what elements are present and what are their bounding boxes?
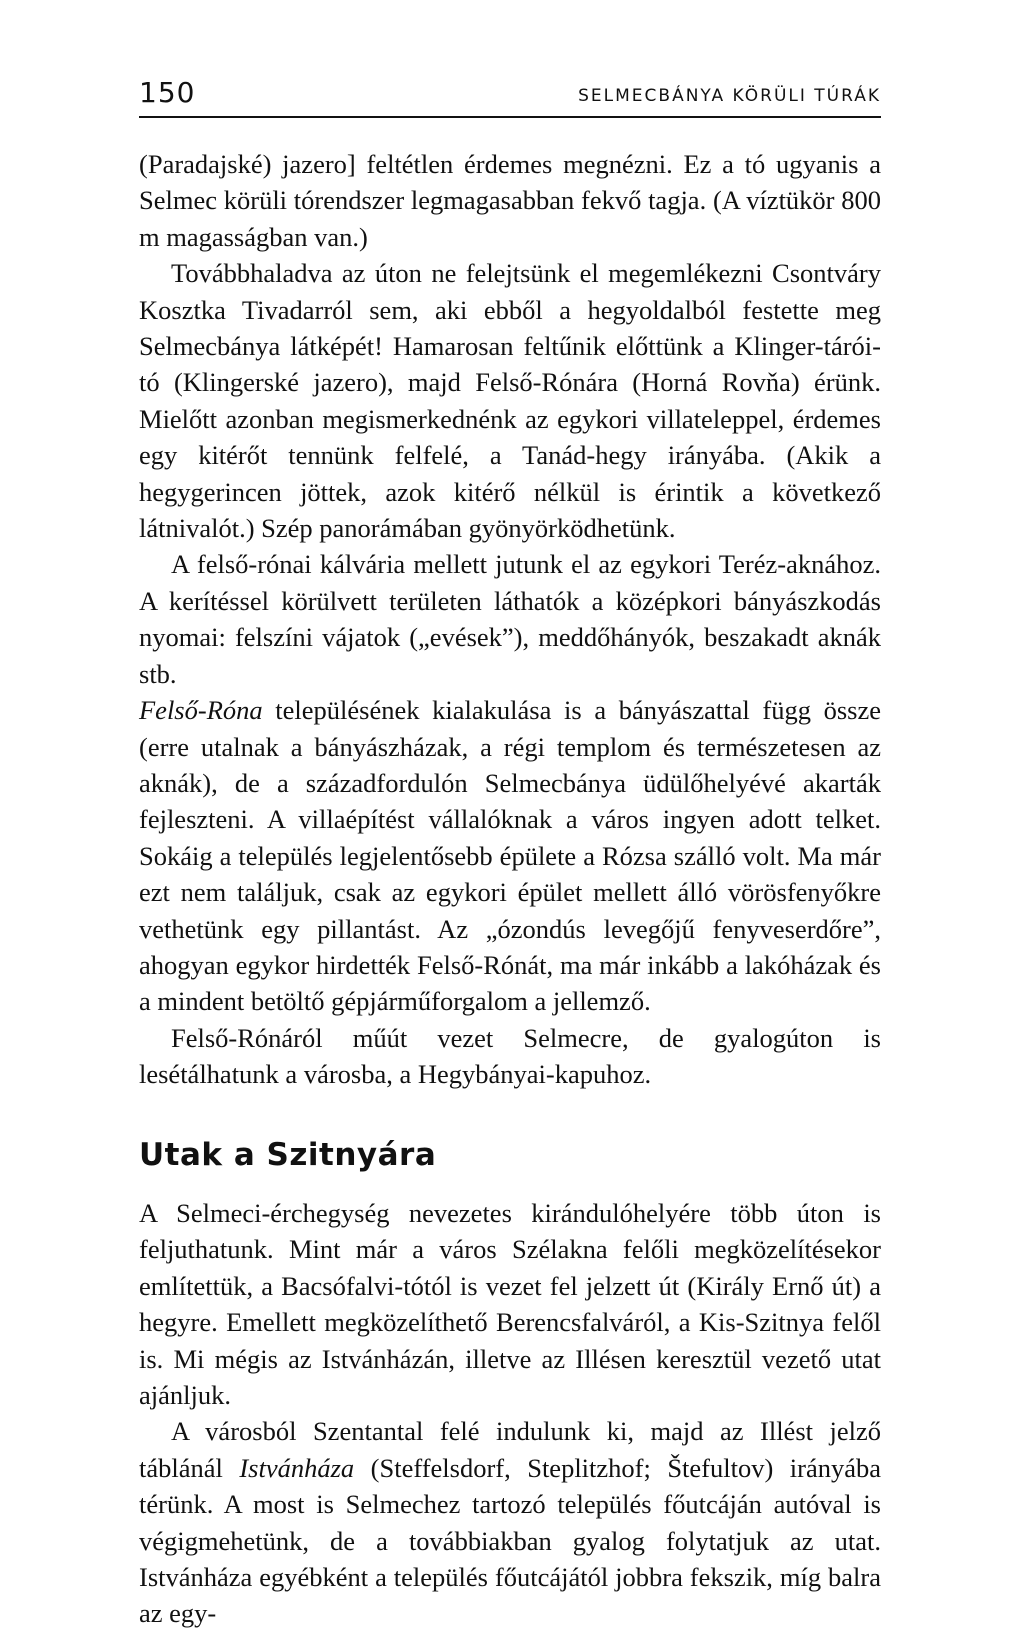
paragraph: Felső-Rónáról műút vezet Selmecre, de gyalogúton is lesétálhatunk a városba, a Hegybányai-kapuhoz. <box>139 1022 881 1090</box>
italic-place-name: Istvánháza <box>239 1452 355 1483</box>
paragraph: A felső-rónai kálvária mellett jutunk el az egykori Teréz-aknához. A kerítéssel körülvett területen láthatók a középkori bányászkodás nyomai: felszíni vájatok („evések”), meddőhányók, beszakadt aknák stb. <box>139 549 881 689</box>
paragraph-text: településének kialakulása is a bányászattal függ össze (erre utalnak a bányászházak, a régi templom és természetesen az aknák), de a századfordulón Selmecbánya üdülőhelyévé akarták fejleszteni. A villaépítést vállalóknak a város ingyen adott telket. Sokáig a település legjelentősebb épülete a Rózsa szálló volt. Ma már ezt nem találjuk, csak az egykori épület mellett álló vörösfenyőkre vethetünk egy pillantást. Az „ózondús levegőjű fenyveserdőre”, ahogyan egykor hirdették Felső-Rónát, ma már inkább a lakóházak és a mindent betöltő gépjárműforgalom a jellemző. <box>139 695 881 1017</box>
paragraph: Továbbhaladva az úton ne felejtsünk el megemlékezni Csontváry Kosztka Tivadarról sem, aki ebből a hegyoldalból festette meg Selmecbánya látképét! Hamarosan feltűnik előttünk a Klinger-tárói-tó (Klingerské jazero), majd Felső-Rónára (Horná Rovňa) érünk. Mielőtt azonban megismerkednénk az egykori villateleppel, érdemes egy kitérőt tennünk felfelé, a Tanád-hegy irányába. (Akik a hegygerincen jöttek, azok kitérő nélkül is érintik a következő látnivalót.) Szép panorámában gyönyörködhetünk. <box>139 258 881 544</box>
paragraph <box>139 1413 881 1631</box>
paragraph <box>139 692 881 1020</box>
running-head <box>139 72 881 118</box>
page-number: 150 <box>139 76 196 109</box>
section-heading: Utak a Szitnyára <box>139 1136 437 1173</box>
paragraph: A Selmeci-érchegység nevezetes kirándulóhelyére több úton is feljuthatunk. Mint már a város Szélakna felőli megközelítésekor említettük, a Bacsófalvi-tótól is vezet fel jelzett út (Király Ernő út) a hegyre. Emellett megközelíthető Berencsfalváról, a Kis-Szitnya felől is. Mi mégis az Istvánházán, illetve az Illésen keresztül vezető utat ajánljuk. <box>139 1197 881 1410</box>
paragraph-text: A városból Szentantal felé indulunk ki, majd az Illést jelző táblánál <box>139 1416 881 1483</box>
italic-place-name: Felső-Róna <box>139 695 263 726</box>
paragraph-text: (Steffelsdorf, Steplitzhof; Štefultov) irányába térünk. A most is Selmechez tartozó település főutcáján autóval is végigmehetünk, de a továbbiakban gyalog folytatjuk az utat. Istvánháza egyébként a település főutcájától jobbra fekszik, míg balra az egy- <box>139 1452 882 1629</box>
book-page <box>139 72 881 1632</box>
paragraph: (Paradajské) jazero] feltétlen érdemes megnézni. Ez a tó ugyanis a Selmec körüli tórendszer legmagasabban fekvő tagja. (A víztükör 800 m magasságban van.) <box>139 149 881 252</box>
running-title: SELMECBÁNYA KÖRÜLI TÚRÁK <box>578 86 881 106</box>
body-text <box>139 146 881 1632</box>
